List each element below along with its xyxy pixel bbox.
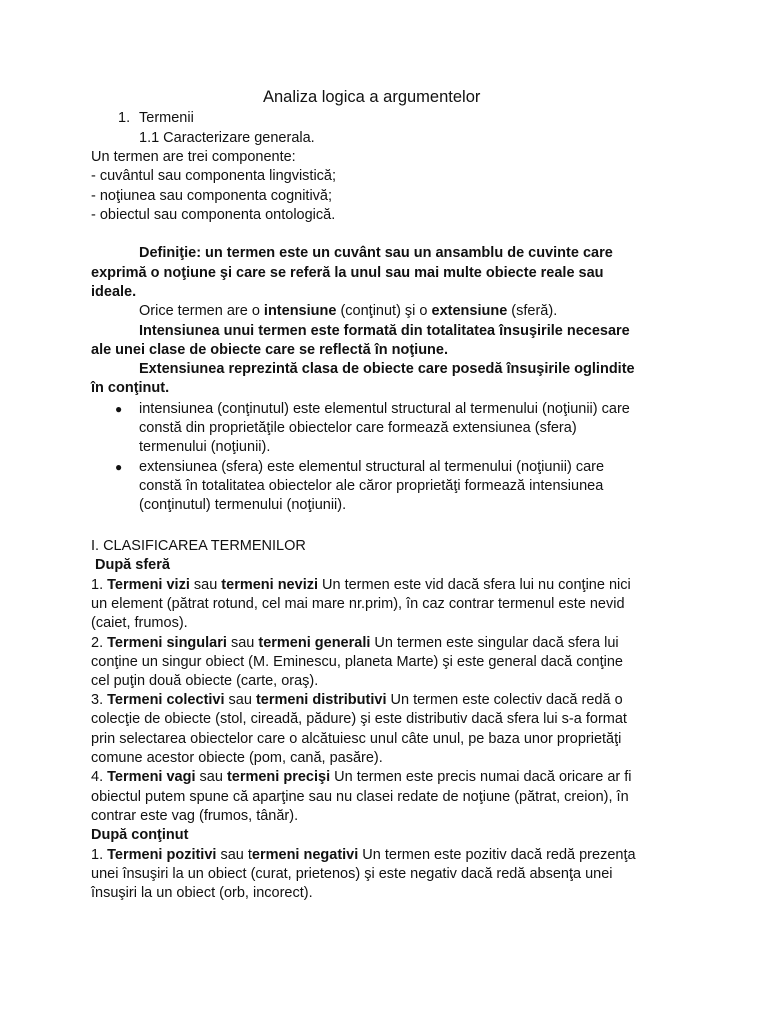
- bullet-icon: ●: [115, 402, 123, 416]
- classification-line: prin selectarea obiectelor care o alcătuiesc unul câte unul, pe baza unor proprietăţi: [91, 731, 622, 747]
- bullet-text: extensiunea (sfera) este elementul structural al termenului (noţiunii) care: [139, 459, 605, 475]
- classification-line: conţine un singur obiect (M. Eminescu, planeta Marte) şi este general dacă conţine: [91, 654, 623, 670]
- intensiune-definition: Intensiunea unui termen este formată din totalitatea însuşirile necesare: [139, 323, 630, 339]
- bullet-text: constă în totalitatea obiectelor ale căror proprietăţi formează intensiunea: [139, 478, 604, 494]
- heading-number: 1.: [118, 110, 131, 126]
- component-item: - cuvântul sau componenta lingvistică;: [91, 168, 337, 184]
- classification-line: unei însuşiri la un obiect (curat, prietenos) şi este negativ dacă redă absenţa unei: [91, 866, 613, 882]
- bullet-text: (conţinutul) termenului (noţiunii).: [139, 497, 347, 513]
- extensiune-definition: în conţinut.: [91, 380, 170, 396]
- extensiune-definition: Extensiunea reprezintă clasa de obiecte care posedă însuşirile oglindite: [139, 361, 635, 377]
- bullet-text: intensiunea (conţinutul) este elementul structural al termenului (noţiunii) care: [139, 401, 630, 417]
- subsection-dupa-sfera: După sferă: [95, 557, 170, 573]
- orice-termen-line: Orice termen are o intensiune (conţinut) şi o extensiune (sferă).: [139, 303, 558, 319]
- components-intro: Un termen are trei componente:: [91, 149, 296, 165]
- classification-item: 4. Termeni vagi sau termeni precişi Un termen este precis numai dacă oricare ar fi: [91, 769, 632, 785]
- classification-item: 1. Termeni pozitivi sau termeni negativi Un termen este pozitiv dacă redă prezenţa: [91, 847, 636, 863]
- classification-item: 2. Termeni singulari sau termeni generali Un termen este singular dacă sfera lui: [91, 635, 619, 651]
- bullet-icon: ●: [115, 460, 123, 474]
- classification-line: însuşiri la un obiect (orb, incorect).: [91, 885, 313, 901]
- classification-line: (caiet, frumos).: [91, 615, 188, 631]
- intensiune-definition: ale unei clase de obiecte care se reflectă în noţiune.: [91, 342, 449, 358]
- heading-termenii: Termenii: [139, 110, 194, 126]
- document-title: Analiza logica a argumentelor: [263, 88, 481, 106]
- subheading-caracterizare: 1.1 Caracterizare generala.: [139, 130, 315, 146]
- component-item: - obiectul sau componenta ontologică.: [91, 207, 336, 223]
- classification-line: comune acestor obiecte (pom, cană, pasăre).: [91, 750, 383, 766]
- classification-item: 1. Termeni vizi sau termeni nevizi Un termen este vid dacă sfera lui nu conţine nici: [91, 577, 631, 593]
- component-item: - noţiunea sau componenta cognitivă;: [91, 188, 333, 204]
- bullet-text: termenului (noţiunii).: [139, 439, 271, 455]
- definition-line: exprimă o noţiune şi care se referă la unul sau mai multe obiecte reale sau: [91, 265, 604, 281]
- classification-line: cel puţin două obiecte (carte, oraş).: [91, 673, 319, 689]
- definition-line: Definiţie: un termen este un cuvânt sau un ansamblu de cuvinte care: [139, 245, 613, 261]
- definition-line: ideale.: [91, 284, 137, 300]
- classification-item: 3. Termeni colectivi sau termeni distributivi Un termen este colectiv dacă redă o: [91, 692, 623, 708]
- classification-line: colecţie de obiecte (stol, cireadă, pădure) şi este distributiv dacă sfera lui s-a format: [91, 711, 627, 727]
- section-title: I. CLASIFICAREA TERMENILOR: [91, 538, 306, 554]
- classification-line: contrar este vag (frumos, tânăr).: [91, 808, 299, 824]
- classification-line: obiectul putem spune că aparţine sau nu clasei redate de noţiune (pătrat, creion), în: [91, 789, 629, 805]
- subsection-dupa-continut: După conţinut: [91, 827, 189, 843]
- classification-line: un element (pătrat rotund, cel mai mare nr.prim), în caz contrar termenul este nevid: [91, 596, 625, 612]
- bullet-text: constă din proprietăţile obiectelor care formează extensiunea (sfera): [139, 420, 577, 436]
